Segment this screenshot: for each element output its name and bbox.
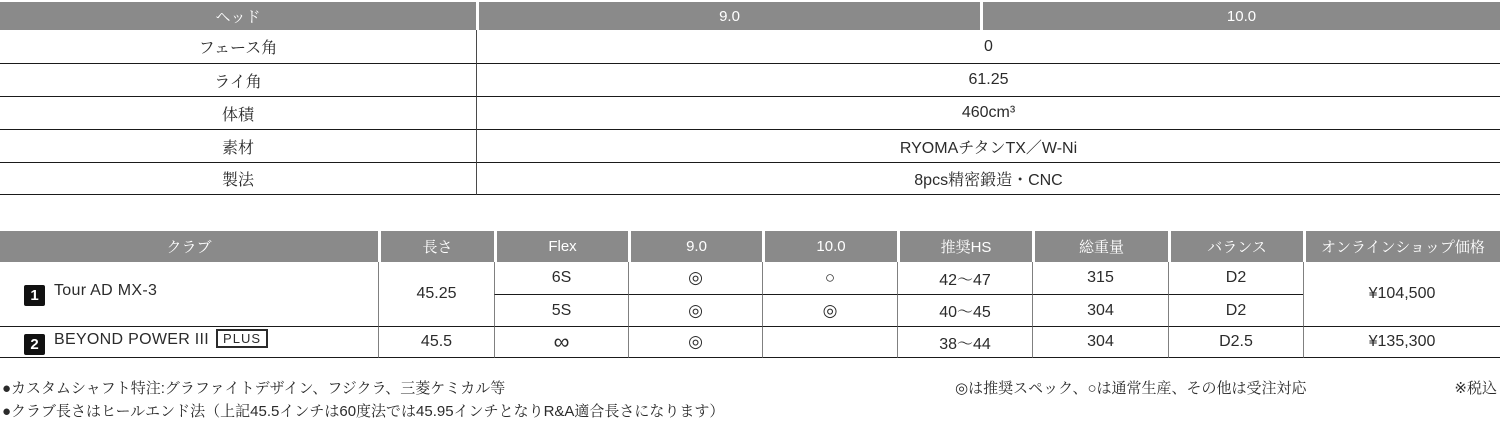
club-header-length: 長さ bbox=[378, 231, 494, 262]
spec-value: 460cm³ bbox=[476, 96, 1500, 129]
head-spec-header-loft-9: 9.0 bbox=[476, 2, 980, 30]
club-table-header-row bbox=[0, 231, 1500, 262]
spec-label: ライ角 bbox=[0, 63, 476, 96]
spec-label: 体積 bbox=[0, 96, 476, 129]
balance-cell: D2 bbox=[1168, 294, 1303, 326]
loft-10-mark: ◎ bbox=[762, 294, 897, 326]
club-name-cell bbox=[0, 326, 378, 358]
club-number-badge: 2 bbox=[24, 334, 45, 355]
spec-label: 素材 bbox=[0, 129, 476, 162]
spec-label: フェース角 bbox=[198, 40, 278, 57]
head-spec-header-row bbox=[0, 2, 1500, 30]
note-custom-shaft: ●カスタムシャフト特注:グラファイトデザイン、フジクラ、三菱ケミカル等 bbox=[2, 380, 506, 397]
note-tax-included: ※税込 bbox=[1454, 380, 1497, 397]
spec-value: 8pcs精密鍛造・CNC bbox=[476, 162, 1500, 195]
club-name-cell bbox=[0, 262, 378, 326]
club-row-2 bbox=[0, 326, 1500, 358]
club-header-loft-10: 10.0 bbox=[762, 231, 897, 262]
loft-9-mark: ◎ bbox=[628, 294, 762, 326]
price-cell: ¥104,500 bbox=[1303, 262, 1500, 326]
balance-cell: D2.5 bbox=[1168, 326, 1303, 358]
note-spec-legend: ◎は推奨スペック、○は通常生産、その他は受注対応 bbox=[955, 380, 1307, 397]
spec-label: 製法 bbox=[0, 162, 476, 195]
spec-row-volume bbox=[0, 96, 1500, 129]
club-header-recommended-hs: 推奨HS bbox=[897, 231, 1032, 262]
spec-row-lie-angle bbox=[0, 63, 1500, 96]
loft-9-mark: ◎ bbox=[628, 326, 762, 358]
loft-10-mark bbox=[762, 326, 897, 358]
loft-10-mark: ○ bbox=[762, 262, 897, 294]
recommended-hs-cell: 42～47 bbox=[897, 262, 1032, 294]
flex-cell: 6S bbox=[494, 262, 628, 294]
spec-row-face-angle bbox=[0, 30, 1500, 63]
club-name: BEYOND POWER III bbox=[54, 331, 210, 348]
club-header-loft-9: 9.0 bbox=[628, 231, 762, 262]
head-spec-header-loft-10: 10.0 bbox=[980, 2, 1500, 30]
club-header-online-shop-price: オンラインショップ価格 bbox=[1303, 231, 1500, 262]
spec-row-material bbox=[0, 129, 1500, 162]
note-club-length: ●クラブ長さはヒールエンド法（上記45.5インチは60度法では45.95インチとなりR&A適合長さになります） bbox=[2, 403, 725, 420]
club-spec-table bbox=[0, 231, 1500, 358]
club-number-badge: 1 bbox=[24, 285, 45, 306]
club-header-balance: バランス bbox=[1168, 231, 1303, 262]
total-weight-cell: 304 bbox=[1032, 294, 1168, 326]
flex-cell: ∞ bbox=[494, 326, 628, 358]
total-weight-cell: 315 bbox=[1032, 262, 1168, 294]
spec-value: RYOMAチタンTX／W-Ni bbox=[476, 129, 1500, 162]
price-cell: ¥135,300 bbox=[1303, 326, 1500, 358]
club-row-1-sub-1 bbox=[0, 262, 1500, 294]
spec-value: 0 bbox=[476, 30, 1500, 63]
spec-value: 61.25 bbox=[476, 63, 1500, 96]
spec-row-construction bbox=[0, 162, 1500, 195]
length-cell: 45.5 bbox=[378, 326, 494, 358]
recommended-hs-cell: 38～44 bbox=[897, 326, 1032, 358]
club-header-flex: Flex bbox=[494, 231, 628, 262]
flex-cell: 5S bbox=[494, 294, 628, 326]
head-spec-table bbox=[0, 2, 1500, 195]
club-name: Tour AD MX-3 bbox=[54, 282, 158, 299]
total-weight-cell: 304 bbox=[1032, 326, 1168, 358]
balance-cell: D2 bbox=[1168, 262, 1303, 294]
head-spec-header-head: ヘッド bbox=[0, 2, 476, 30]
length-cell: 45.25 bbox=[378, 262, 494, 326]
club-header-club: クラブ bbox=[0, 231, 378, 262]
loft-9-mark: ◎ bbox=[628, 262, 762, 294]
recommended-hs-cell: 40～45 bbox=[897, 294, 1032, 326]
club-header-total-weight: 総重量 bbox=[1032, 231, 1168, 262]
plus-badge: PLUS bbox=[216, 329, 268, 348]
